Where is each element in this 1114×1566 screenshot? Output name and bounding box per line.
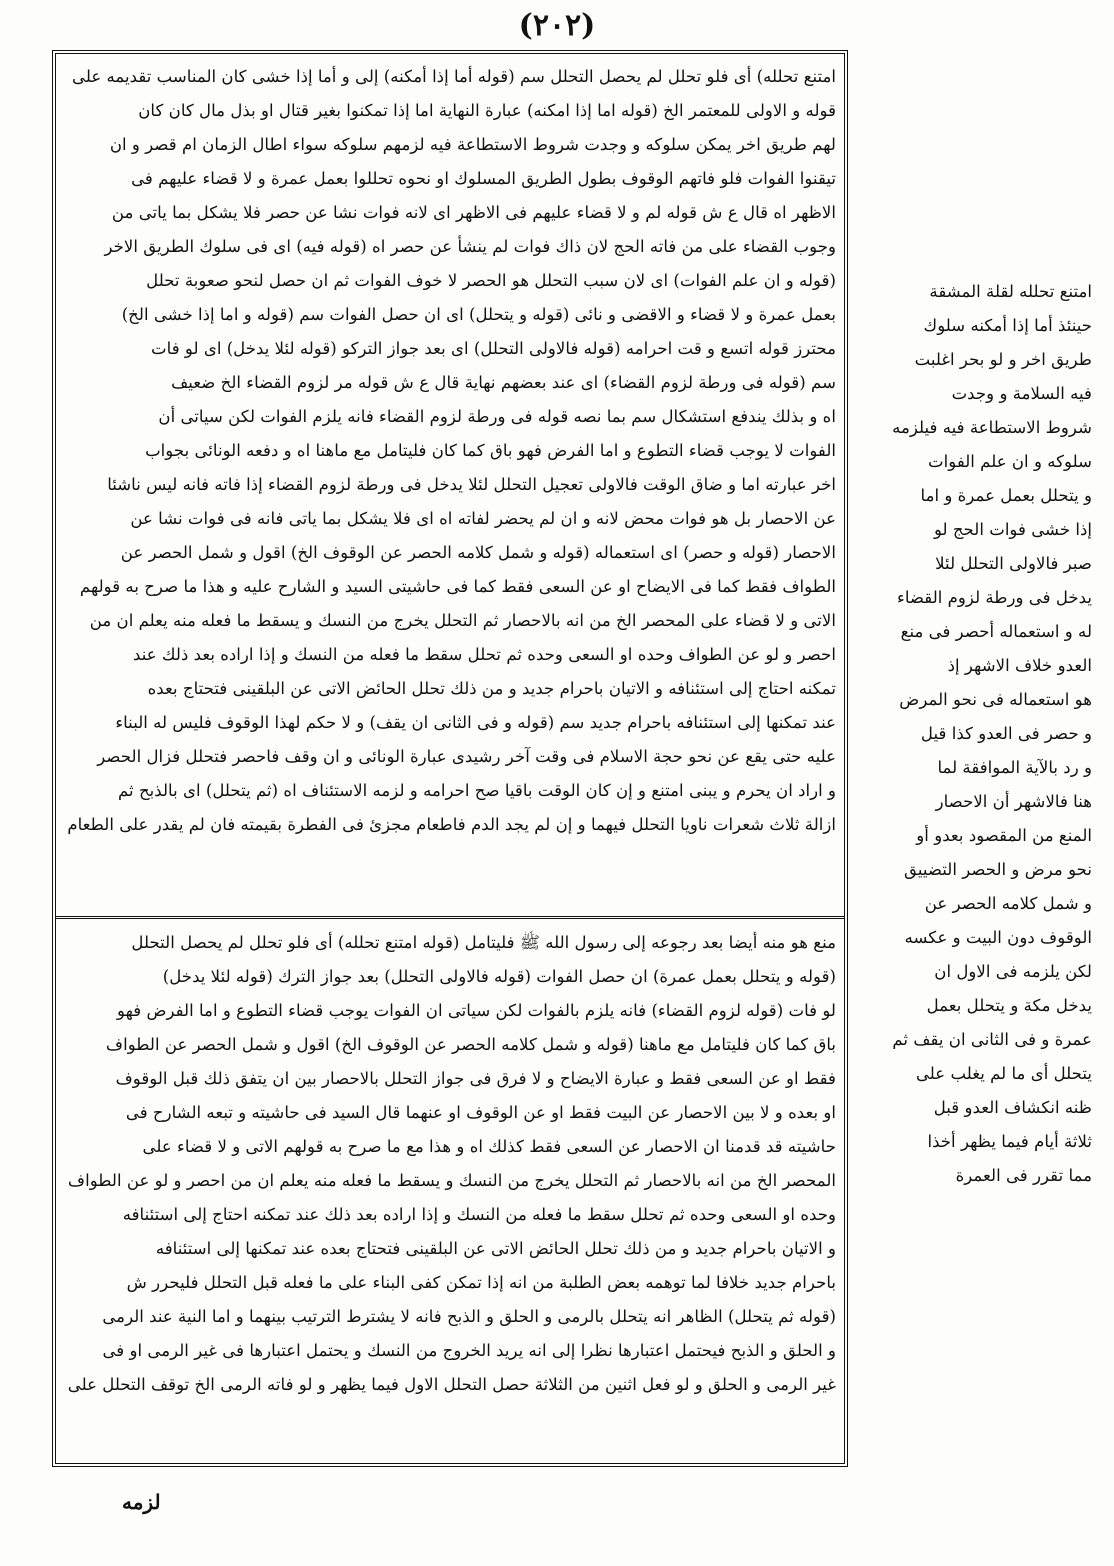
text-line: فيه السلامة و وجدت xyxy=(951,384,1092,403)
text-line: المنع من المقصود بعدو أو xyxy=(916,826,1092,845)
text-line: لهم طريق اخر يمكن سلوكه و وجدت شروط الاستطاعة فيه لزمهم سلوكه سواء اطال الزمان ام قصر و ان xyxy=(109,135,836,154)
text-line: المحصر الخ من انه بالاحصار ثم التحلل يخرج من النسك و يسقط ما فعله منه يعلم ان من احصر و لو عن الطواف xyxy=(67,1171,836,1190)
text-line: تيقنوا الفوات فلو فاتهم الوقوف بطول الطريق المسلوك او نحوه تحللوا بعمل عمرة و لا قضاء عليهم فى xyxy=(131,169,836,188)
text-line: يدخل فى ورطة لزوم القضاء xyxy=(897,588,1092,607)
text-line: وحده او السعى وحده ثم تحلل سقط ما فعله من النسك و إذا اراده بعد ذلك عند تمكنه احتاج إلى استئنافه xyxy=(122,1205,836,1224)
text-line: صبر فالاولى التحلل لئلا xyxy=(935,554,1092,573)
text-line: طريق اخر و لو بحر اغلبت xyxy=(914,350,1092,369)
text-line: سم (قوله فى ورطة لزوم القضاء) اى عند بعضهم نهاية قال ع ش قوله مر لزوم القضاء الخ ضعيف xyxy=(171,373,836,392)
text-line: العدو خلاف الاشهر إذ xyxy=(947,656,1092,675)
main-commentary xyxy=(64,60,836,842)
section-divider xyxy=(56,916,844,919)
side-note-text xyxy=(852,275,1092,1193)
text-line: و رد بالآية الموافقة لما xyxy=(937,758,1092,777)
text-line: لو فات (قوله لزوم القضاء) فانه يلزم بالفوات لكن سياتى ان الفوات يوجب قضاء التطوع و اما الفرض فهو xyxy=(117,1001,836,1020)
text-line: شروط الاستطاعة فيه فيلزمه xyxy=(892,418,1092,437)
text-line: ازالة ثلاث شعرات ناويا التحلل فيهما و إن لم يجد الدم فاطعام مجزئ فى الفطرة بقيمته فان لم يقدر على الطعام xyxy=(67,815,836,834)
text-line: مما تقرر فى العمرة xyxy=(955,1166,1092,1185)
text-line: (قوله و يتحلل بعمل عمرة) ان حصل الفوات (قوله فالاولى التحلل) بعد جواز الترك (قوله لئلا يدخل) xyxy=(162,967,836,986)
text-line: له و استعماله أحصر فى منع xyxy=(900,622,1092,641)
text-line: اخر عبارته اما و ضاق الوقت فالاولى تعجيل التحلل لئلا يدخل فى ورطة لزوم القضاء إذا فاته فانه ليس ناشئا xyxy=(107,475,836,494)
text-line: امتنع تحلله لقلة المشقة xyxy=(929,282,1092,301)
text-line: لكن يلزمه فى الاول ان xyxy=(934,962,1092,981)
text-line: هنا فالاشهر أن الاحصار xyxy=(935,792,1092,811)
text-line: غير الرمى و الحلق و لو فعل اثنين من الثلاثة حصل التحلل الاول فيما يظهر و لو فاته الرمى الخ توقف التحلل على xyxy=(67,1375,836,1394)
text-line: إذا خشى فوات الحج لو xyxy=(933,520,1092,539)
text-line: امتنع تحلله) أى فلو تحلل لم يحصل التحلل سم (قوله أما إذا أمكنه) إلى و أما إذا خشى كان المناسب تقديمه على xyxy=(72,67,836,86)
text-line: و شمل كلامه الحصر عن xyxy=(924,894,1092,913)
text-line: يدخل مكة و يتحلل بعمل xyxy=(926,996,1092,1015)
text-line: و يتحلل بعمل عمرة و اما xyxy=(920,486,1092,505)
text-line: و الحلق و الذبح فيحتمل اعتبارها نظرا إلى انه يريد الخروج من النسك و يحتمل اعتبارها فى غير الرمى او فى xyxy=(102,1341,836,1360)
text-line: الفوات لا يوجب قضاء التطوع و اما الفرض فهو باق كما كان فليتامل مع ماهنا اه و دفعه الونائى بجواب xyxy=(145,441,836,460)
text-line: باق كما كان فليتامل مع ماهنا (قوله و شمل كلامه الحصر عن الوقوف الخ) اقول و شمل الحصر عن الطواف xyxy=(105,1035,836,1054)
text-line: محترز قوله اتسع و قت احرامه (قوله فالاولى التحلل) اى بعد جواز التركو (قوله لئلا يدخل) اى لو فات xyxy=(151,339,836,358)
text-line: ظنه انكشاف العدو قبل xyxy=(933,1098,1092,1117)
text-line: اه و بذلك يندفع استشكال سم بما نصه قوله فى ورطة لزوم القضاء فانه يلزم الفوات لكن سياتى أن xyxy=(158,407,836,426)
text-line: الوقوف دون البيت و عكسه xyxy=(904,928,1092,947)
text-line: سلوكه و ان علم الفوات xyxy=(928,452,1092,471)
text-line: عند تمكنها إلى استئنافه باحرام جديد سم (قوله و فى الثانى ان يقف) و لا حكم لهذا الوقوف فليس له البناء xyxy=(115,713,836,732)
text-line: منع هو منه أيضا بعد رجوعه إلى رسول الله ﷺ فليتامل (قوله امتنع تحلله) أى فلو تحلل لم يحصل التحلل xyxy=(131,933,836,952)
text-line: و اراد ان يحرم و يبنى امتنع و إن كان الوقت باقيا صح احرامه و لزمه الاستئناف اه (ثم يتحلل) اى بالذبح ثم xyxy=(118,781,836,800)
text-line: ثلاثة أيام فيما يظهر أخذا xyxy=(927,1132,1092,1151)
text-line: حاشيته قد قدمنا ان الاحصار عن السعى فقط كذلك اه و هذا مع ما صرح به قولهم الاتى و لا قضاء على xyxy=(142,1137,836,1156)
text-line: يتحلل أى ما لم يغلب على xyxy=(915,1064,1092,1083)
text-line: عمرة و فى الثانى ان يقف ثم xyxy=(892,1030,1092,1049)
text-line: بعمل عمرة و لا قضاء و الاقضى و نائى (قوله و يتحلل) اى ان حصل الفوات سم (قوله و اما إذا خشى الخ) xyxy=(121,305,836,324)
secondary-commentary xyxy=(64,926,836,1402)
text-line: تمكنه احتاج إلى استئنافه و الاتيان باحرام جديد و من ذلك تحلل الحائض الاتى عن البلقينى فتحتاج بعده xyxy=(147,679,836,698)
text-line: الاتى و لا قضاء على المحصر الخ من انه بالاحصار ثم التحلل يخرج من النسك و يسقط ما فعله منه يعلم ان من xyxy=(89,611,836,630)
text-line: عن الاحصار بل هو فوات محض لانه و ان لم يحضر لفاته اه اى فلا يشكل بما ياتى فانه فى فوات نشا عن xyxy=(130,509,836,528)
text-line: وجوب القضاء على من فاته الحج لان ذاك فوات لم ينشأ عن حصر اه (قوله فيه) اى فى سلوك الطريق الاخر xyxy=(104,237,836,256)
catchword: لزمه xyxy=(122,1490,161,1514)
text-line: احصر و لو عن الطواف وحده او السعى وحده ثم تحلل سقط ما فعله من النسك و إذا اراده بعد ذلك عند xyxy=(133,645,836,664)
text-line: حينئذ أما إذا أمكنه سلوك xyxy=(923,316,1092,335)
text-line: نحو مرض و الحصر التضييق xyxy=(904,860,1092,879)
text-line: قوله و الاولى للمعتمر الخ (قوله اما إذا امكنه) عبارة النهاية اما إذا تمكنوا بغير قتال او بذل مال كان كان xyxy=(138,101,836,120)
text-line: عليه حتى يقع عن نحو حجة الاسلام فى وقت آخر رشيدى عبارة الونائى و ان وقف فاحصر فتحلل فزال الحصر xyxy=(97,747,836,766)
text-line: هو استعماله فى نحو المرض xyxy=(899,690,1092,709)
text-line: او بعده و لا بين الاحصار عن البيت فقط او عن الوقوف او عنهما قال السيد فى حاشيته و تبعه الشارح فى xyxy=(125,1103,836,1122)
text-line: الطواف فقط كما فى الايضاح او عن السعى فقط كما فى حاشيتى السيد و الشارح عليه و هذا ما صرح به قولهم xyxy=(79,577,836,596)
text-line: و الاتيان باحرام جديد و من ذلك تحلل الحائض الاتى عن البلقينى فتحتاج بعده عند تمكنها إلى استئنافه xyxy=(155,1239,836,1258)
text-line: و حصر فى العدو كذا قيل xyxy=(920,724,1092,743)
main-text-frame xyxy=(52,50,848,1467)
text-line: فقط او عن السعى فقط و عبارة الايضاح و لا فرق فى جواز التحلل بالاحصار بين ان يتفق ذلك قبل الوقوف xyxy=(115,1069,836,1088)
text-line: باحرام جديد خلافا لما توهمه بعض الطلبة من انه إذا تمكن كفى البناء على ما فعله قبل التحلل فليحرر ش xyxy=(126,1273,836,1292)
page-number: (٢٠٢) xyxy=(518,8,596,43)
text-line: (قوله و ان علم الفوات) اى لان سبب التحلل هو الحصر لا خوف الفوات ثم ان حصل لنحو صعوبة تحلل xyxy=(146,271,836,290)
text-line: الاظهر اه قال ع ش قوله لم و لا قضاء عليهم فى الاظهر اى لانه فوات نشا عن حصر فلا يشكل بما ياتى من xyxy=(111,203,836,222)
text-line: (قوله ثم يتحلل) الظاهر انه يتحلل بالرمى و الحلق و الذبح فانه لا يشترط الترتيب بينهما و اما النية عند الرمى xyxy=(102,1307,836,1326)
text-line: الاحصار (قوله و حصر) اى استعماله (قوله و شمل كلامه الحصر عن الوقوف الخ) اقول و شمل الحصر عن xyxy=(120,543,836,562)
